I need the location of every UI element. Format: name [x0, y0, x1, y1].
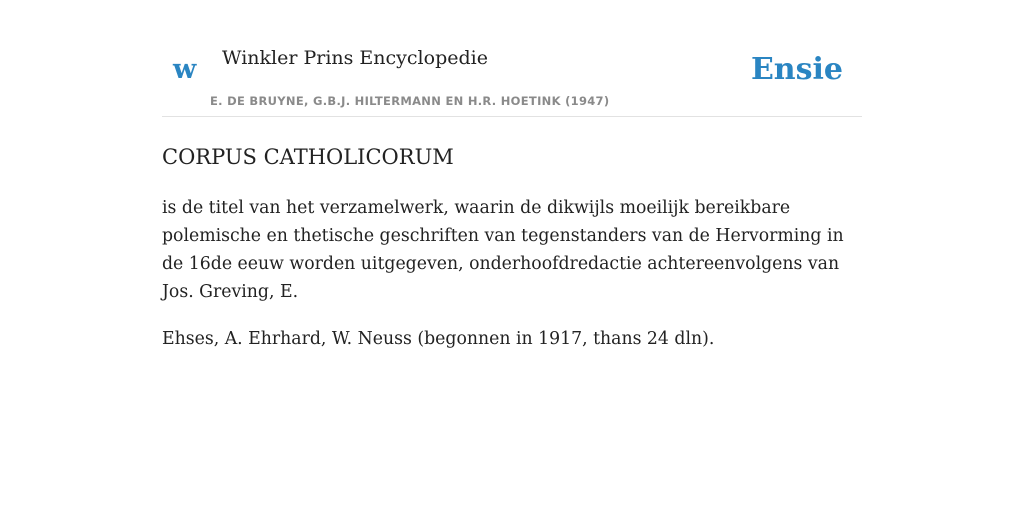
ensie-logo-link[interactable]: Ensie — [750, 52, 843, 87]
publication-title[interactable]: Winkler Prins Encyclopedie — [222, 47, 488, 69]
publication-authors: E. DE BRUYNE, G.B.J. HILTERMANN EN H.R. HOETINK (1947) — [210, 94, 610, 108]
winkler-prins-logo-icon[interactable]: w — [173, 54, 197, 85]
article-page — [162, 0, 862, 353]
article-paragraph: Ehses, A. Ehrhard, W. Neuss (begonnen in 1917, thans 24 dln). — [162, 329, 715, 349]
article-header — [162, 0, 862, 117]
article-paragraph: is de titel van het verzamelwerk, waarin de dikwijls moeilijk bereikbare polemische en thetische geschriften van tegenstanders van de Hervorming in de 16de eeuw worden uitgegeven, onderhoofdredactie achtereenvolgens van Jos. Greving, E. — [162, 198, 844, 302]
article-headword: CORPUS CATHOLICORUM — [162, 145, 454, 169]
